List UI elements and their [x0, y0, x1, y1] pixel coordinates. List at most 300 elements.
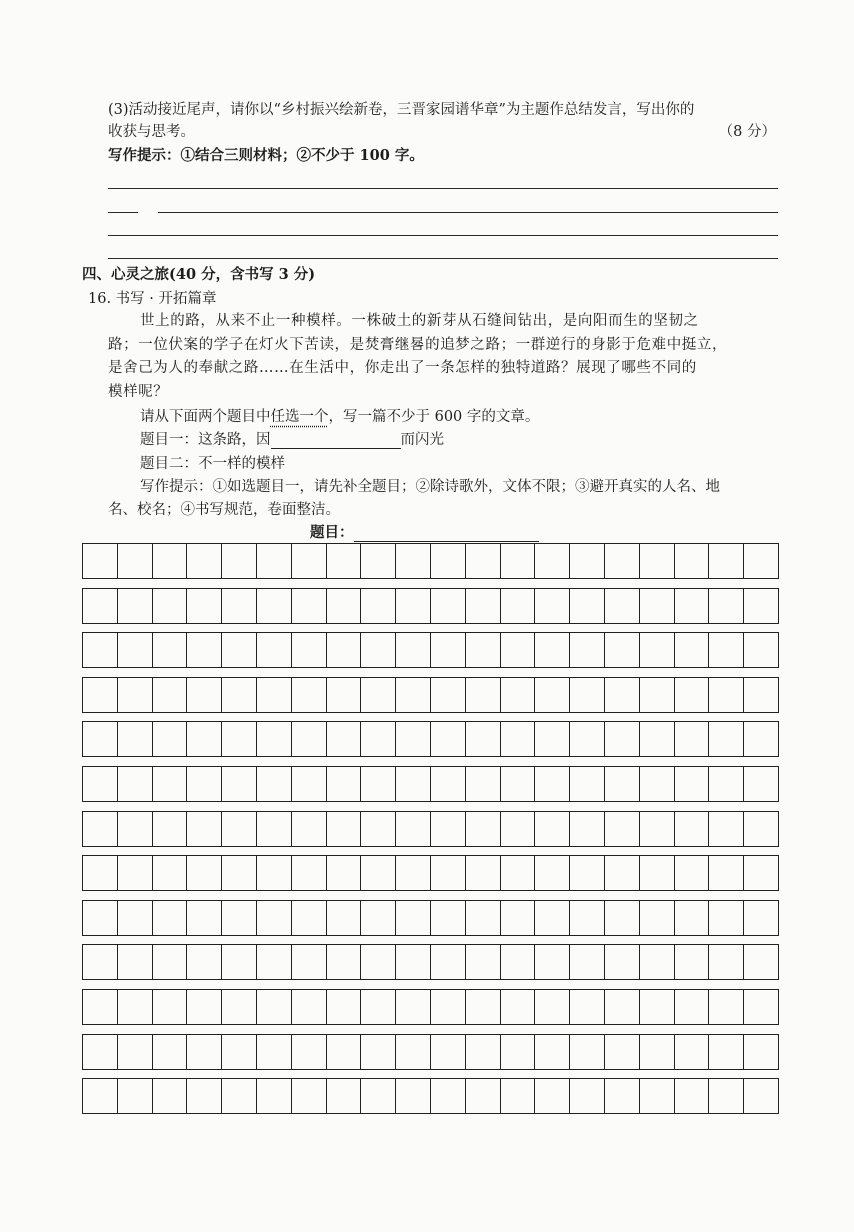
grid-cell[interactable] [744, 544, 778, 578]
grid-cell[interactable] [709, 856, 744, 890]
grid-cell[interactable] [361, 856, 396, 890]
grid-cell[interactable] [640, 1035, 675, 1069]
grid-cell[interactable] [257, 1079, 292, 1113]
grid-cell[interactable] [292, 544, 327, 578]
grid-cell[interactable] [570, 1035, 605, 1069]
grid-cell[interactable] [570, 1079, 605, 1113]
grid-cell[interactable] [466, 589, 501, 623]
grid-cell[interactable] [640, 812, 675, 846]
grid-cell[interactable] [327, 544, 362, 578]
grid-cell[interactable] [118, 1079, 153, 1113]
grid-cell[interactable] [501, 945, 536, 979]
grid-cell[interactable] [709, 678, 744, 712]
grid-cell[interactable] [535, 722, 570, 756]
writing-hint: 名、校名；④书写规范，卷面整洁。 [108, 502, 340, 518]
grid-cell[interactable] [466, 990, 501, 1024]
grid-cell[interactable] [535, 1079, 570, 1113]
grid-cell[interactable] [709, 589, 744, 623]
grid-cell[interactable] [292, 945, 327, 979]
grid-cell[interactable] [83, 767, 118, 801]
grid-cell[interactable] [466, 945, 501, 979]
answer-line[interactable] [108, 212, 138, 213]
grid-cell[interactable] [675, 856, 710, 890]
question-3-line2-row [108, 123, 776, 141]
grid-cell[interactable] [709, 812, 744, 846]
grid-cell[interactable] [257, 990, 292, 1024]
grid-cell[interactable] [570, 678, 605, 712]
grid-cell[interactable] [153, 722, 188, 756]
grid-cell[interactable] [570, 633, 605, 667]
grid-cell[interactable] [709, 633, 744, 667]
grid-cell[interactable] [257, 945, 292, 979]
grid-cell[interactable] [431, 1079, 466, 1113]
grid-cell[interactable] [187, 589, 222, 623]
grid-cell[interactable] [501, 856, 536, 890]
grid-cell[interactable] [187, 633, 222, 667]
grid-cell[interactable] [501, 544, 536, 578]
title-blank[interactable] [354, 526, 539, 542]
grid-cell[interactable] [744, 1079, 778, 1113]
topic-one-suffix: 而闪光 [400, 432, 444, 448]
grid-row [82, 543, 779, 579]
topic-one-label: 题目一：这条路，因 [140, 432, 271, 448]
grid-cell[interactable] [675, 901, 710, 935]
grid-cell[interactable] [396, 589, 431, 623]
grid-cell[interactable] [83, 1035, 118, 1069]
grid-cell[interactable] [431, 1035, 466, 1069]
grid-cell[interactable] [257, 812, 292, 846]
grid-cell[interactable] [292, 589, 327, 623]
composition-grid[interactable] [82, 543, 779, 1123]
grid-cell[interactable] [83, 544, 118, 578]
grid-cell[interactable] [709, 945, 744, 979]
grid-cell[interactable] [431, 633, 466, 667]
grid-cell[interactable] [501, 633, 536, 667]
grid-cell[interactable] [187, 812, 222, 846]
grid-cell[interactable] [292, 678, 327, 712]
grid-cell[interactable] [396, 945, 431, 979]
grid-cell[interactable] [153, 589, 188, 623]
grid-cell[interactable] [257, 767, 292, 801]
grid-cell[interactable] [744, 945, 778, 979]
grid-cell[interactable] [118, 812, 153, 846]
grid-cell[interactable] [187, 856, 222, 890]
grid-cell[interactable] [396, 812, 431, 846]
grid-cell[interactable] [83, 945, 118, 979]
topic-two: 题目二：不一样的模样 [140, 456, 285, 472]
prompt-line: 模样呢？ [108, 384, 169, 400]
grid-cell[interactable] [640, 544, 675, 578]
grid-cell[interactable] [187, 901, 222, 935]
grid-cell[interactable] [222, 1079, 257, 1113]
grid-row [82, 721, 779, 757]
grid-cell[interactable] [83, 856, 118, 890]
grid-cell[interactable] [675, 722, 710, 756]
grid-cell[interactable] [431, 589, 466, 623]
grid-cell[interactable] [118, 767, 153, 801]
grid-cell[interactable] [709, 901, 744, 935]
grid-cell[interactable] [466, 678, 501, 712]
grid-cell[interactable] [675, 1079, 710, 1113]
prompt-line: 世上的路，从来不止一种模样。一株破土的新芽从石缝间钻出，是向阳而生的坚韧之 [140, 313, 699, 329]
grid-cell[interactable] [187, 544, 222, 578]
grid-row [82, 811, 779, 847]
grid-cell[interactable] [570, 990, 605, 1024]
grid-row [82, 1034, 779, 1070]
grid-cell[interactable] [83, 722, 118, 756]
grid-cell[interactable] [83, 633, 118, 667]
grid-cell[interactable] [222, 856, 257, 890]
grid-cell[interactable] [327, 767, 362, 801]
grid-cell[interactable] [570, 856, 605, 890]
grid-cell[interactable] [466, 856, 501, 890]
prompt-line: 是舍己为人的奉献之路……在生活中，你走出了一条怎样的独特道路？展现了哪些不同的 [108, 360, 697, 376]
grid-cell[interactable] [327, 856, 362, 890]
question-3-line2: 收获与思考。 [108, 124, 195, 140]
grid-cell[interactable] [744, 633, 778, 667]
grid-cell[interactable] [501, 990, 536, 1024]
title-label: 题目： [310, 524, 354, 541]
grid-cell[interactable] [222, 901, 257, 935]
grid-cell[interactable] [535, 856, 570, 890]
grid-cell[interactable] [361, 544, 396, 578]
instruction-text: ，写一篇不少于 600 字的文章。 [328, 409, 540, 425]
grid-cell[interactable] [431, 945, 466, 979]
grid-cell[interactable] [709, 1035, 744, 1069]
grid-cell[interactable] [83, 990, 118, 1024]
grid-cell[interactable] [327, 901, 362, 935]
grid-cell[interactable] [292, 1079, 327, 1113]
grid-cell[interactable] [187, 722, 222, 756]
answer-line[interactable] [108, 258, 778, 259]
grid-cell[interactable] [570, 544, 605, 578]
grid-cell[interactable] [257, 678, 292, 712]
question-16-title: 16. 书写 · 开拓篇章 [88, 291, 217, 307]
grid-cell[interactable] [709, 544, 744, 578]
grid-cell[interactable] [222, 990, 257, 1024]
grid-cell[interactable] [605, 990, 640, 1024]
grid-cell[interactable] [222, 678, 257, 712]
grid-row [82, 855, 779, 891]
grid-cell[interactable] [118, 544, 153, 578]
grid-cell[interactable] [187, 1035, 222, 1069]
grid-cell[interactable] [222, 1035, 257, 1069]
grid-cell[interactable] [709, 767, 744, 801]
grid-cell[interactable] [605, 901, 640, 935]
grid-cell[interactable] [257, 1035, 292, 1069]
grid-cell[interactable] [83, 678, 118, 712]
grid-cell[interactable] [640, 633, 675, 667]
grid-cell[interactable] [744, 722, 778, 756]
grid-cell[interactable] [396, 722, 431, 756]
grid-cell[interactable] [744, 589, 778, 623]
grid-cell[interactable] [570, 812, 605, 846]
grid-cell[interactable] [675, 767, 710, 801]
grid-cell[interactable] [257, 901, 292, 935]
grid-cell[interactable] [640, 856, 675, 890]
grid-cell[interactable] [327, 945, 362, 979]
grid-cell[interactable] [466, 767, 501, 801]
grid-cell[interactable] [431, 767, 466, 801]
grid-cell[interactable] [118, 633, 153, 667]
answer-line[interactable] [108, 188, 778, 189]
grid-cell[interactable] [744, 678, 778, 712]
grid-cell[interactable] [118, 722, 153, 756]
grid-cell[interactable] [535, 990, 570, 1024]
prompt-line: 路；一位伏案的学子在灯火下苦读，是焚膏继晷的追梦之路；一群逆行的身影于危难中挺立， [108, 337, 728, 353]
grid-cell[interactable] [153, 812, 188, 846]
grid-cell[interactable] [605, 1079, 640, 1113]
grid-cell[interactable] [396, 544, 431, 578]
grid-cell[interactable] [640, 901, 675, 935]
grid-cell[interactable] [431, 722, 466, 756]
grid-cell[interactable] [535, 544, 570, 578]
grid-cell[interactable] [640, 678, 675, 712]
grid-cell[interactable] [361, 767, 396, 801]
grid-cell[interactable] [535, 812, 570, 846]
grid-cell[interactable] [396, 633, 431, 667]
grid-cell[interactable] [83, 812, 118, 846]
grid-cell[interactable] [396, 990, 431, 1024]
grid-cell[interactable] [292, 1035, 327, 1069]
grid-cell[interactable] [153, 856, 188, 890]
grid-cell[interactable] [535, 678, 570, 712]
grid-cell[interactable] [501, 901, 536, 935]
grid-cell[interactable] [501, 812, 536, 846]
grid-cell[interactable] [431, 901, 466, 935]
grid-cell[interactable] [466, 1035, 501, 1069]
grid-cell[interactable] [257, 544, 292, 578]
grid-cell[interactable] [118, 589, 153, 623]
section-title: 四、心灵之旅(40 分，含书写 3 分) [82, 266, 316, 283]
grid-cell[interactable] [361, 901, 396, 935]
grid-cell[interactable] [153, 901, 188, 935]
grid-cell[interactable] [570, 901, 605, 935]
grid-cell[interactable] [327, 633, 362, 667]
grid-cell[interactable] [83, 1079, 118, 1113]
grid-cell[interactable] [396, 1079, 431, 1113]
grid-cell[interactable] [466, 901, 501, 935]
grid-cell[interactable] [640, 589, 675, 623]
grid-cell[interactable] [535, 945, 570, 979]
grid-cell[interactable] [257, 722, 292, 756]
grid-cell[interactable] [361, 678, 396, 712]
grid-row [82, 989, 779, 1025]
grid-cell[interactable] [535, 901, 570, 935]
grid-cell[interactable] [640, 990, 675, 1024]
grid-cell[interactable] [327, 1035, 362, 1069]
grid-cell[interactable] [327, 722, 362, 756]
grid-cell[interactable] [466, 633, 501, 667]
grid-cell[interactable] [431, 544, 466, 578]
grid-cell[interactable] [744, 990, 778, 1024]
grid-row [82, 766, 779, 802]
grid-cell[interactable] [361, 812, 396, 846]
grid-cell[interactable] [675, 678, 710, 712]
grid-cell[interactable] [709, 1079, 744, 1113]
grid-cell[interactable] [327, 589, 362, 623]
grid-cell[interactable] [83, 901, 118, 935]
grid-row [82, 1078, 779, 1114]
grid-cell[interactable] [605, 589, 640, 623]
instruction-text: 请从下面两个题目中 [140, 409, 271, 425]
grid-cell[interactable] [605, 633, 640, 667]
grid-cell[interactable] [187, 990, 222, 1024]
grid-row [82, 900, 779, 936]
grid-cell[interactable] [396, 856, 431, 890]
grid-cell[interactable] [361, 589, 396, 623]
grid-cell[interactable] [570, 589, 605, 623]
grid-cell[interactable] [361, 722, 396, 756]
grid-cell[interactable] [187, 767, 222, 801]
grid-cell[interactable] [153, 678, 188, 712]
grid-cell[interactable] [570, 945, 605, 979]
grid-cell[interactable] [257, 633, 292, 667]
grid-cell[interactable] [640, 767, 675, 801]
grid-cell[interactable] [605, 722, 640, 756]
grid-cell[interactable] [257, 589, 292, 623]
grid-cell[interactable] [431, 812, 466, 846]
grid-cell[interactable] [222, 633, 257, 667]
grid-cell[interactable] [327, 678, 362, 712]
grid-cell[interactable] [396, 678, 431, 712]
grid-cell[interactable] [605, 767, 640, 801]
grid-cell[interactable] [292, 722, 327, 756]
grid-cell[interactable] [257, 856, 292, 890]
grid-cell[interactable] [605, 812, 640, 846]
grid-cell[interactable] [535, 633, 570, 667]
grid-cell[interactable] [501, 767, 536, 801]
grid-cell[interactable] [153, 767, 188, 801]
emphasis-text: 任选一个 [270, 409, 329, 425]
grid-cell[interactable] [570, 767, 605, 801]
grid-cell[interactable] [466, 544, 501, 578]
grid-cell[interactable] [431, 990, 466, 1024]
grid-cell[interactable] [118, 945, 153, 979]
grid-cell[interactable] [153, 945, 188, 979]
grid-cell[interactable] [744, 767, 778, 801]
grid-cell[interactable] [675, 589, 710, 623]
grid-cell[interactable] [675, 544, 710, 578]
grid-cell[interactable] [466, 722, 501, 756]
grid-cell[interactable] [396, 1035, 431, 1069]
grid-cell[interactable] [501, 1079, 536, 1113]
grid-cell[interactable] [501, 1035, 536, 1069]
grid-cell[interactable] [327, 812, 362, 846]
grid-cell[interactable] [292, 901, 327, 935]
grid-cell[interactable] [675, 1035, 710, 1069]
grid-cell[interactable] [361, 945, 396, 979]
grid-cell[interactable] [187, 945, 222, 979]
grid-cell[interactable] [222, 945, 257, 979]
grid-cell[interactable] [605, 678, 640, 712]
grid-cell[interactable] [431, 856, 466, 890]
grid-cell[interactable] [153, 1035, 188, 1069]
grid-cell[interactable] [361, 633, 396, 667]
grid-cell[interactable] [222, 544, 257, 578]
grid-cell[interactable] [640, 945, 675, 979]
grid-cell[interactable] [153, 990, 188, 1024]
answer-line[interactable] [158, 212, 778, 213]
grid-cell[interactable] [501, 678, 536, 712]
grid-cell[interactable] [292, 812, 327, 846]
grid-cell[interactable] [709, 722, 744, 756]
grid-cell[interactable] [605, 945, 640, 979]
grid-cell[interactable] [675, 633, 710, 667]
grid-cell[interactable] [361, 1079, 396, 1113]
grid-cell[interactable] [153, 544, 188, 578]
grid-cell[interactable] [118, 1035, 153, 1069]
grid-row [82, 632, 779, 668]
grid-cell[interactable] [535, 1035, 570, 1069]
topic-blank[interactable] [271, 433, 401, 449]
grid-cell[interactable] [187, 1079, 222, 1113]
grid-cell[interactable] [744, 856, 778, 890]
grid-cell[interactable] [118, 856, 153, 890]
grid-cell[interactable] [292, 633, 327, 667]
grid-cell[interactable] [153, 1079, 188, 1113]
grid-cell[interactable] [744, 812, 778, 846]
grid-cell[interactable] [640, 1079, 675, 1113]
writing-hint-short: 写作提示：①结合三则材料；②不少于 100 字。 [108, 147, 424, 164]
grid-cell[interactable] [605, 856, 640, 890]
grid-cell[interactable] [501, 589, 536, 623]
grid-cell[interactable] [187, 678, 222, 712]
grid-cell[interactable] [396, 767, 431, 801]
grid-cell[interactable] [675, 990, 710, 1024]
grid-row [82, 677, 779, 713]
grid-cell[interactable] [118, 990, 153, 1024]
grid-cell[interactable] [222, 722, 257, 756]
grid-cell[interactable] [535, 767, 570, 801]
grid-cell[interactable] [396, 901, 431, 935]
grid-cell[interactable] [118, 901, 153, 935]
question-3-line1: (3)活动接近尾声，请你以“乡村振兴绘新卷，三晋家园谱华章”为主题作总结发言，写出你的 [108, 102, 695, 118]
grid-cell[interactable] [118, 678, 153, 712]
grid-cell[interactable] [501, 722, 536, 756]
grid-cell[interactable] [605, 544, 640, 578]
grid-cell[interactable] [153, 633, 188, 667]
grid-cell[interactable] [327, 990, 362, 1024]
grid-cell[interactable] [292, 767, 327, 801]
grid-cell[interactable] [361, 990, 396, 1024]
grid-cell[interactable] [675, 945, 710, 979]
title-field [310, 524, 539, 542]
grid-cell[interactable] [744, 901, 778, 935]
grid-cell[interactable] [222, 767, 257, 801]
grid-cell[interactable] [535, 589, 570, 623]
grid-cell[interactable] [675, 812, 710, 846]
grid-cell[interactable] [466, 812, 501, 846]
grid-cell[interactable] [222, 589, 257, 623]
answer-line[interactable] [108, 235, 778, 236]
grid-cell[interactable] [744, 1035, 778, 1069]
grid-cell[interactable] [292, 856, 327, 890]
grid-cell[interactable] [83, 589, 118, 623]
grid-cell[interactable] [327, 1079, 362, 1113]
writing-hint: 写作提示：①如选题目一，请先补全题目；②除诗歌外，文体不限；③避开真实的人名、地 [140, 479, 720, 495]
grid-cell[interactable] [709, 990, 744, 1024]
grid-cell[interactable] [431, 678, 466, 712]
grid-row [82, 944, 779, 980]
grid-cell[interactable] [570, 722, 605, 756]
grid-cell[interactable] [466, 1079, 501, 1113]
grid-cell[interactable] [222, 812, 257, 846]
grid-cell[interactable] [605, 1035, 640, 1069]
grid-cell[interactable] [292, 990, 327, 1024]
grid-cell[interactable] [361, 1035, 396, 1069]
grid-cell[interactable] [640, 722, 675, 756]
